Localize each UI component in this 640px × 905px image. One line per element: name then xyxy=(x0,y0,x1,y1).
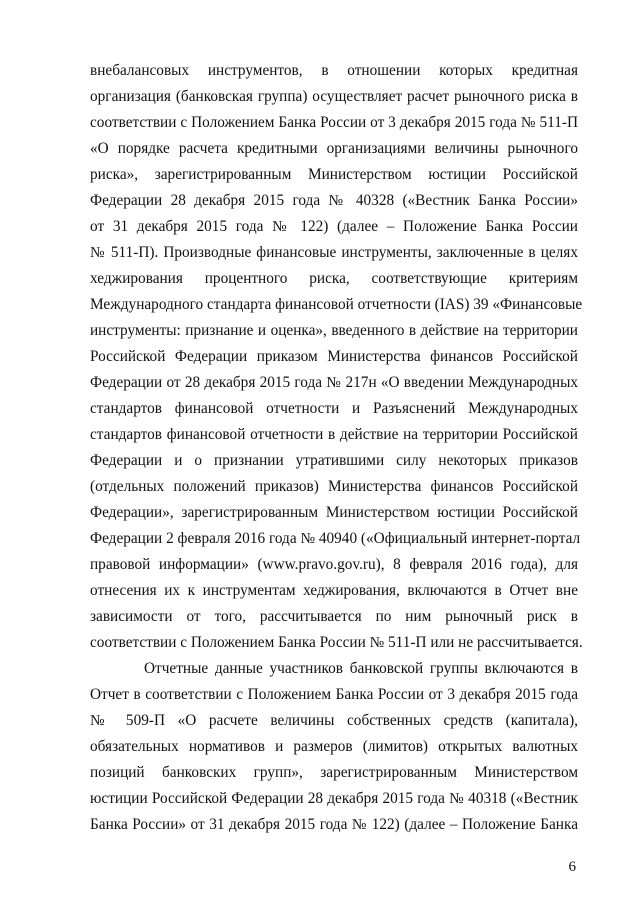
paragraph-line: внебалансовых инструментов, в отношении которых кредитная xyxy=(90,62,578,79)
paragraph-line: обязательных нормативов и размеров (лимитов) открытых валютных xyxy=(90,738,578,755)
paragraph-line: организация (банковская группа) осуществляет расчет рыночного риска в xyxy=(90,88,578,105)
paragraph-line: от 31 декабря 2015 года № 122) (далее – Положение Банка России xyxy=(90,218,578,235)
paragraph-line: стандартов финансовой отчетности и Разъяснений Международных xyxy=(90,400,578,417)
paragraph-line: «О порядке расчета кредитными организациями величины рыночного xyxy=(90,140,578,157)
paragraph-line: хеджирования процентного риска, соответствующие критериям xyxy=(90,270,578,287)
paragraph-line: Отчетные данные участников банковской группы включаются в xyxy=(144,660,578,677)
paragraph-line: зависимости от того, рассчитывается по ним рыночный риск в xyxy=(90,608,578,625)
paragraph-line: инструменты: признание и оценка», введенного в действие на территории xyxy=(90,322,578,339)
paragraph-line: правовой информации» (www.pravo.gov.ru), 8 февраля 2016 года), для xyxy=(90,556,578,573)
paragraph-line: Федерации 2 февраля 2016 года № 40940 («Официальный интернет-портал xyxy=(90,530,581,547)
paragraph-line: риска», зарегистрированным Министерством юстиции Российской xyxy=(90,166,578,183)
paragraph-1 xyxy=(90,58,583,656)
paragraph-line: Федерации», зарегистрированным Министерством юстиции Российской xyxy=(90,504,578,521)
paragraph-line: соответствии с Положением Банка России № 511-П или не рассчитывается. xyxy=(90,634,583,651)
paragraph-line: (отдельных положений приказов) Министерства финансов Российской xyxy=(90,478,578,495)
paragraph-line: Федерации от 28 декабря 2015 года № 217н «О введении Международных xyxy=(90,374,578,391)
paragraph-line: юстиции Российской Федерации 28 декабря 2015 года № 40318 («Вестник xyxy=(90,790,578,807)
paragraph-line: Российской Федерации приказом Министерства финансов Российской xyxy=(90,348,578,365)
paragraph-line: Международного стандарта финансовой отчетности (IAS) 39 «Финансовые xyxy=(90,296,583,313)
paragraph-line: Банка России» от 31 декабря 2015 года № 122) (далее – Положение Банка xyxy=(90,816,578,833)
paragraph-line: стандартов финансовой отчетности в действие на территории Российской xyxy=(90,426,578,443)
paragraph-line: Отчет в соответствии с Положением Банка России от 3 декабря 2015 года xyxy=(90,686,578,703)
paragraph-line: отнесения их к инструментам хеджирования, включаются в Отчет вне xyxy=(90,582,578,599)
paragraph-line: Федерации 28 декабря 2015 года № 40328 («Вестник Банка России» xyxy=(90,192,578,209)
paragraph-line: № 509-П «О расчете величины собственных средств (капитала), xyxy=(90,712,578,729)
paragraph-line: Федерации и о признании утратившими силу некоторых приказов xyxy=(90,452,578,469)
paragraph-2 xyxy=(90,656,578,838)
paragraph-line: соответствии с Положением Банка России от 3 декабря 2015 года № 511-П xyxy=(90,114,578,131)
paragraph-line: № 511-П). Производные финансовые инструменты, заключенные в целях xyxy=(90,244,578,261)
paragraph-line: позиций банковских групп», зарегистрированным Министерством xyxy=(90,764,578,781)
page-number: 6 xyxy=(568,859,576,875)
